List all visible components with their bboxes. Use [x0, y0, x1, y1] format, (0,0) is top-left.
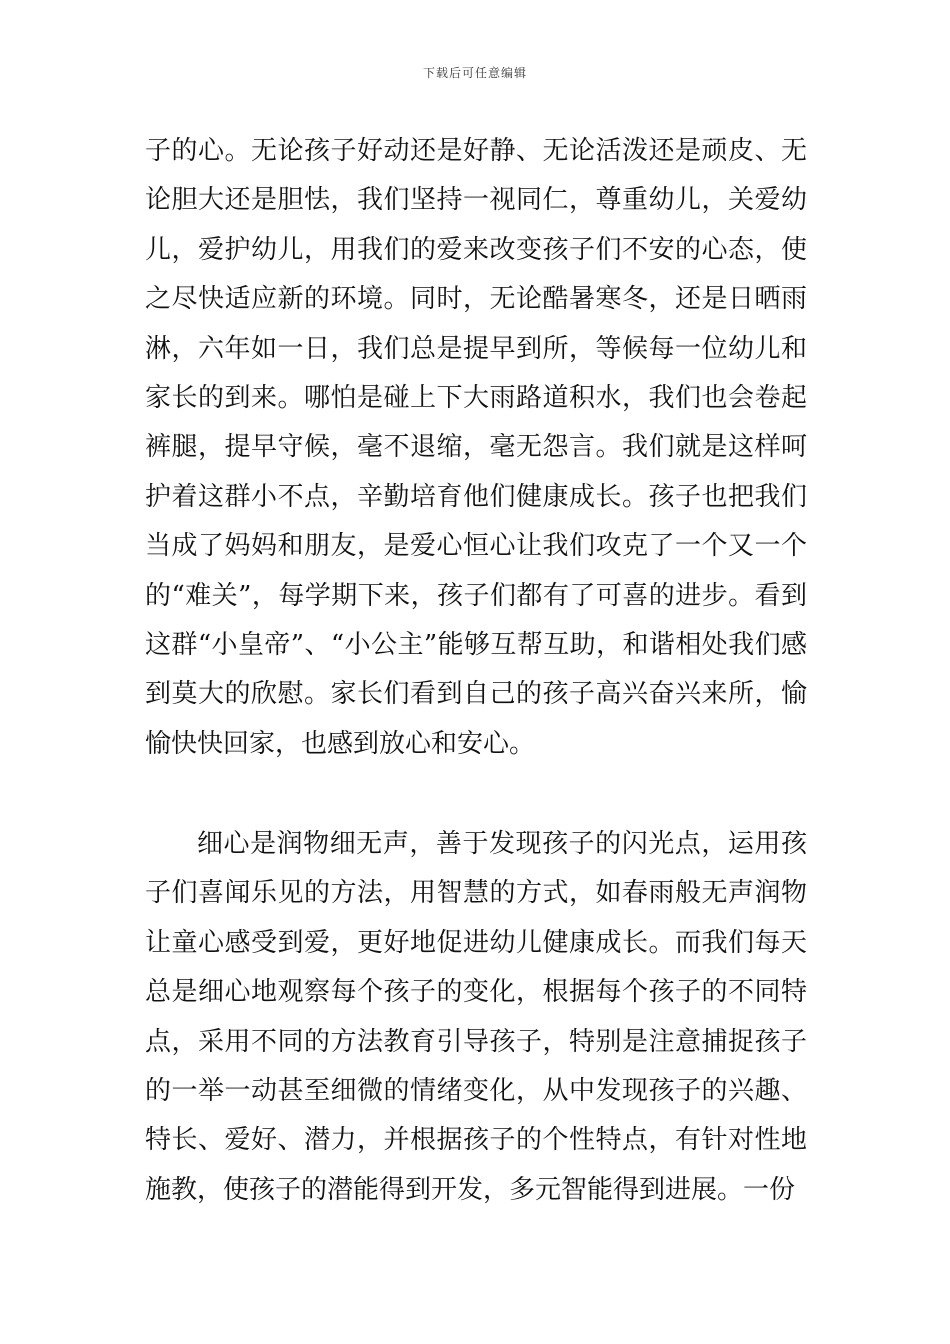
- paragraph-2: 细心是润物细无声，善于发现孩子的闪光点，运用孩子们喜闻乐见的方法，用智慧的方式，如春雨般无声润物让童心感受到爱，更好地促进幼儿健康成长。而我们每天总是细心地观察每个孩子的变化，根据每个孩子的不同特点，采用不同的方法教育引导孩子，特别是注意捕捉孩子的一举一动甚至细微的情绪变化，从中发现孩子的兴趣、特长、爱好、潜力，并根据孩子的个性特点，有针对性地施教，使孩子的潜能得到开发，多元智能得到进展。一份: [145, 829, 807, 1205]
- header-note: 下载后可任意编辑: [422, 66, 527, 80]
- paragraph-1: 子的心。无论孩子好动还是好静、无论活泼还是顽皮、无论胆大还是胆怯，我们坚持一视同仁，尊重幼儿，关爱幼儿，爱护幼儿，用我们的爱来改变孩子们不安的心态，使之尽快适应新的环境。同时，无论酷暑寒冬，还是日晒雨淋，六年如一日，我们总是提早到所，等候每一位幼儿和家长的到来。哪怕是碰上下大雨路道积水，我们也会卷起裤腿，提早守候，毫不退缩，毫无怨言。我们就是这样呵护着这群小不点，辛勤培育他们健康成长。孩子也把我们当成了妈妈和朋友，是爱心恒心让我们攻克了一个又一个的“难关”，每学期下来，孩子们都有了可喜的进步。看到这群“小皇帝”、“小公主”能够互帮互助，和谐相处我们感到莫大的欣慰。家长们看到自己的孩子高兴奋兴来所，愉愉快快回家，也感到放心和安心。: [145, 136, 807, 759]
